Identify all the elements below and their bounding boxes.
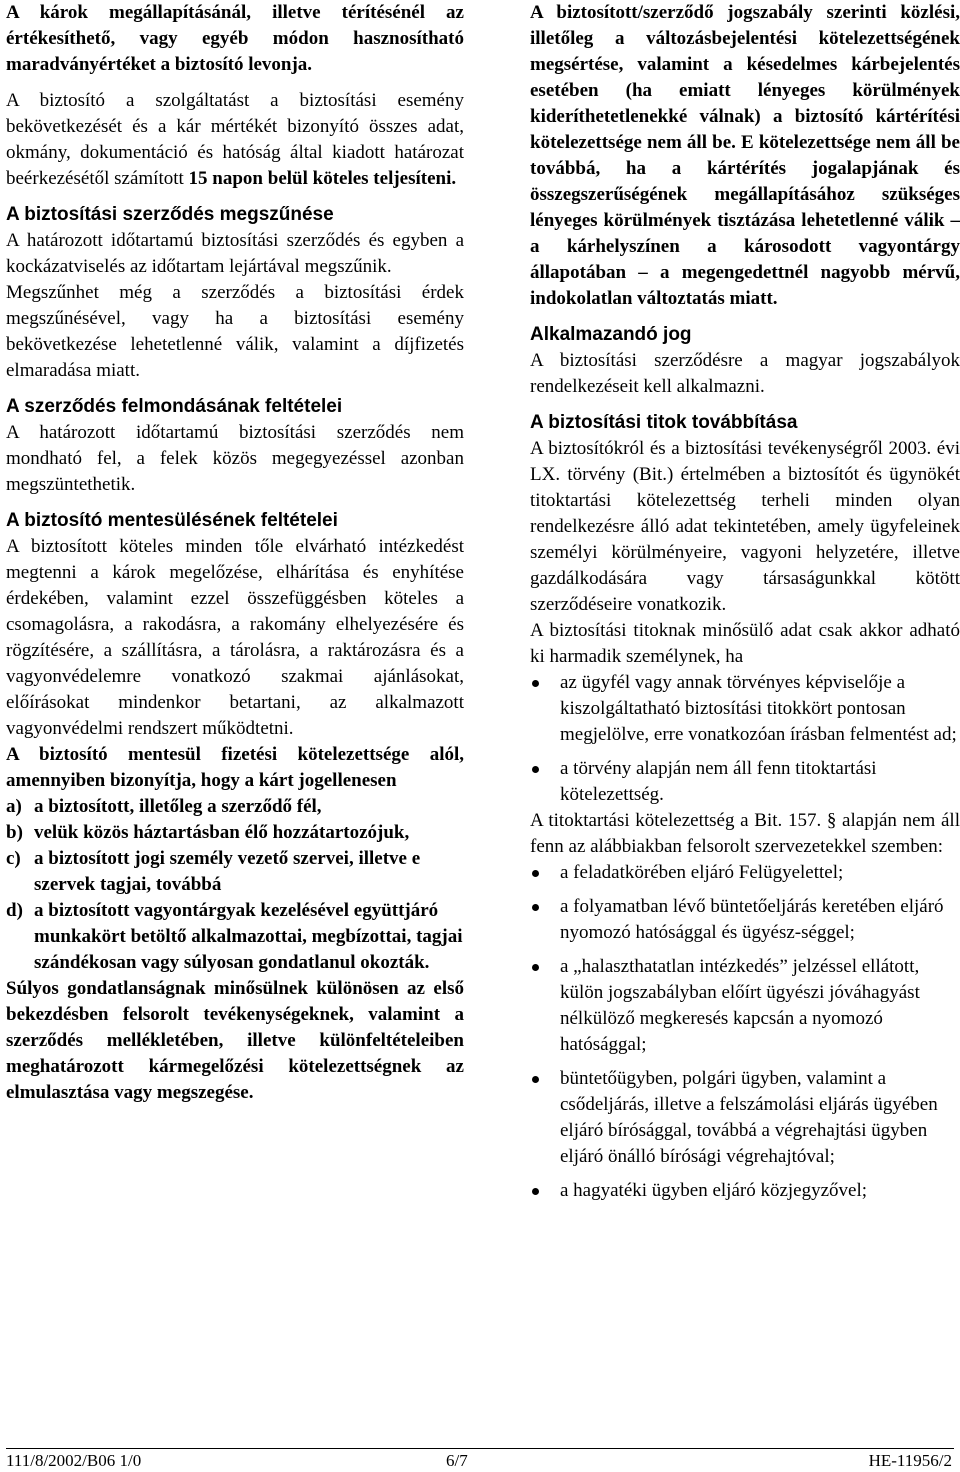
payment-paragraph (6, 88, 464, 192)
heading-secret: A biztosítási titok továbbítása (530, 412, 798, 433)
list-item: a hagyatéki ügyben eljáró közjegyzővel; (530, 1178, 960, 1204)
termination-paragraph-1: A határozott időtartamú biztosítási szerződés és egyben a kockázatviselés az időtartam lejártával megszűnik. (6, 230, 464, 277)
page-footer (6, 1450, 952, 1472)
list-item: c) a biztosított jogi személy vezető szervei, illetve e szervek tagjai, továbbá (6, 848, 421, 895)
notice-paragraph: A biztosított/szerződő jogszabály szerinti közlési, illetőleg a változásbejelentési kötelezettségének megsértése, valamint a késedelmes kárbejelentés esetében (ha emiatt lényeges körülmények kideríthetetlenekké válnak) a biztosító kártérítési kötelezettsége nem áll be. E kötelezettsége nem áll be továbbá, ha a kártérítés jogalapjának és összegszerűségének megállapításához szükséges lényeges körülmények tisztázása lehetetlenné válik – a kárhelyszínen a károsodott vagyontárgy állapotában – a megengedettnél nagyobb mérvű, indokolatlan változtatás miatt. (530, 2, 960, 309)
heading-cancellation: A szerződés felmondásának feltételei (6, 396, 343, 417)
list-item: büntetőügyben, polgári ügyben, valamint a csődeljárás, illetve a felszámolási eljárás ügyében eljáró bírósággal, továbbá a végrehajtási ügyben eljáró önálló bírósági végrehajtóval; (530, 1066, 960, 1170)
secret-paragraph-1: A biztosítókról és a biztosítási tevékenységről 2003. évi LX. törvény (Bit.) értelmében a biztosítót és ügynökét titoktartási kötelezettség terheli minden olyan rendelkezésre álló adat tekintetében, amely ügyfeleinek személyi körülményeire, vagyoni helyzetére, illetve gazdálkodására vagy társaságunkkal kötött szerződéseire vonatkozik. (530, 438, 960, 615)
gross-negligence-paragraph: Súlyos gondatlanságnak minősülnek különösen az első bekezdésben felsorolt tevékenységeknek, valamint a szerződés mellékletében, illetve különfeltételeiben meghatározott kármegelőzési kötelezettségnek az elmulasztása vagy megszegése. (6, 978, 464, 1103)
list-item: a feladatkörében eljáró Felügyelettel; (530, 860, 960, 886)
termination-paragraph-2: Megszűnhet még a szerződés a biztosítási érdek megszűnésével, vagy ha a biztosítási esemény bekövetkezése lehetetlenné válik, valamint a díjfizetés elmaradása miatt. (6, 282, 464, 381)
exemption-intro: A biztosító mentesül fizetési kötelezettsége alól, amennyiben bizonyítja, hogy a kárt jogellenesen (6, 744, 464, 791)
list-item: az ügyfél vagy annak törvényes képviselője a kiszolgáltatható biztosítási titokkört pontosan megjelölve, erre vonatkozóan írásban felmentést ad; (530, 670, 960, 748)
footer-reference: HE-11956/2 (868, 1451, 952, 1470)
footer-page-number: 6/7 (446, 1451, 468, 1470)
exemption-paragraph: A biztosított köteles minden tőle elvárható intézkedést megtenni a károk megelőzése, elhárítása és enyhítése érdekében, valamint ezzel összefüggésben köteles a csomagolásra, a rakodásra, a rakomány elhelyezésére és rögzítésére, a szállításra, a tárolásra, a raktározásra és a vagyonvédelemre vonatkozó szakmai ajánlásokat, előírásokat mindenkor betartani, az alkalmazott vagyonvédelmi rendszert működtetni. (6, 536, 464, 739)
list-item: a törvény alapján nem áll fenn titoktartási kötelezettség. (530, 756, 960, 808)
intro-paragraph: A károk megállapításánál, illetve térítésénél az értékesíthető, vagy egyéb módon hasznosítható maradványértéket a biztosító levonja. (6, 2, 464, 75)
right-column (530, 0, 960, 1204)
list-item: a) a biztosított, illetőleg a szerződő fél, (6, 796, 322, 817)
exemption-list (6, 794, 464, 976)
disclosure-conditions-list (530, 670, 960, 808)
footer-document-code: 111/8/2002/B06 1/0 (6, 1451, 142, 1470)
cancellation-paragraph: A határozott időtartamú biztosítási szerződés nem mondható fel, a felek közös megegyezéssel azonban megszüntethetik. (6, 422, 464, 495)
payment-deadline: 15 napon belül köteles teljesíteni. (188, 168, 457, 189)
list-item: a folyamatban lévő büntetőeljárás keretében eljáró nyomozó hatósággal és ügyész-séggel; (530, 894, 960, 946)
organizations-list (530, 860, 960, 1204)
list-item: d) a biztosított vagyontárgyak kezelésével együttjáró munkakört betöltő alkalmazottai, megbízottai, tagjai szándékosan vagy súlyosan gondatlanul okozták. (6, 900, 463, 973)
left-column (6, 0, 464, 1106)
heading-applicable-law: Alkalmazandó jog (530, 324, 692, 345)
footer-divider (6, 1448, 954, 1449)
list-item: a „halaszthatatlan intézkedés” jelzéssel ellátott, külön jogszabályban előírt ügyészi jóváhagyást nélkülöző megkeresés kapcsán a nyomozó hatósággal; (530, 954, 960, 1058)
list-item: b) velük közös háztartásban élő hozzátartozójuk, (6, 822, 410, 843)
heading-exemption: A biztosító mentesülésének feltételei (6, 510, 338, 531)
heading-termination: A biztosítási szerződés megszűnése (6, 204, 334, 225)
secret-paragraph-2: A biztosítási titoknak minősülő adat csak akkor adható ki harmadik személynek, ha (530, 620, 960, 667)
law-paragraph: A biztosítási szerződésre a magyar jogszabályok rendelkezéseit kell alkalmazni. (530, 350, 960, 397)
secret-paragraph-3: A titoktartási kötelezettség a Bit. 157. § alapján nem áll fenn az alábbiakban felsorolt szervezetekkel szemben: (530, 810, 960, 857)
payment-text: A biztosító a szolgáltatást a biztosítási esemény bekövetkezését és a kár mértékét bizonyító összes adat, okmány, dokumentáció és hatóság által kiadott határozat beérkezésétől számított (6, 90, 464, 189)
